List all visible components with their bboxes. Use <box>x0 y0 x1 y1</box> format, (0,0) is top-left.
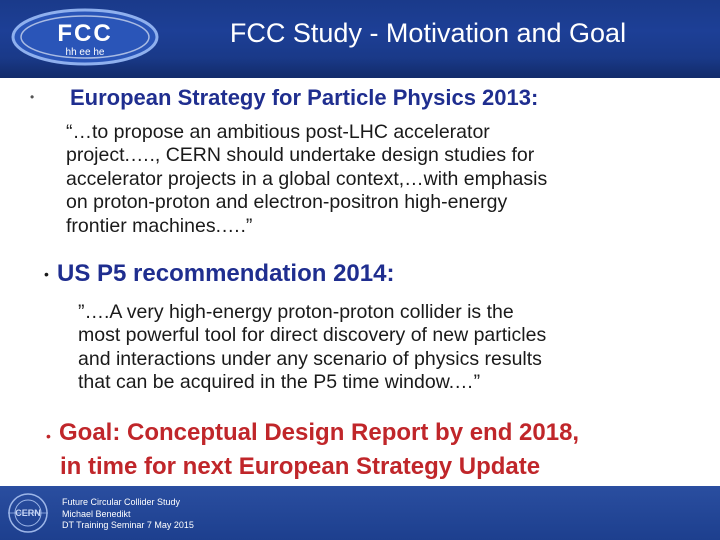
quote-line: on proton-proton and electron-positron high-energy <box>66 191 508 214</box>
bullet-3: • <box>46 428 51 444</box>
quote-line: most powerful tool for direct discovery of new particles <box>78 324 547 347</box>
footer-line: Future Circular Collider Study <box>62 497 181 507</box>
section-heading-european-strategy: European Strategy for Particle Physics 2013: <box>70 85 539 110</box>
cern-logo-text: CERN <box>15 508 41 518</box>
bullet-1: • <box>30 90 35 104</box>
section-heading-us-p5: US P5 recommendation 2014: <box>57 260 395 287</box>
quote-european-strategy <box>66 121 547 238</box>
goal-line: in time for next European Strategy Update <box>60 453 541 480</box>
goal-line: Goal: Conceptual Design Report by end 2018, <box>59 419 580 446</box>
fcc-logo-text: FCC <box>57 20 113 47</box>
slide-footer <box>0 486 720 540</box>
quote-line: frontier machines.….” <box>66 214 253 237</box>
quote-line: ”….A very high-energy proton-proton collider is the <box>78 301 514 323</box>
footer-info <box>62 497 194 532</box>
quote-line: “…to propose an ambitious post-LHC accelerator <box>66 121 490 143</box>
quote-us-p5 <box>78 301 546 395</box>
page-title: FCC Study - Motivation and Goal <box>229 18 627 48</box>
goal-statement <box>59 416 579 484</box>
quote-line: that can be acquired in the P5 time window.…” <box>78 371 481 394</box>
fcc-logo <box>10 8 160 66</box>
bullet-2: • <box>44 266 49 282</box>
footer-line: Michael Benedikt <box>62 508 131 519</box>
quote-line: project.…., CERN should undertake design studies for <box>66 144 535 167</box>
quote-line: accelerator projects in a global context,…with emphasis <box>66 167 548 190</box>
cern-logo <box>4 490 52 536</box>
fcc-logo-subtext: hh ee he <box>65 47 105 58</box>
footer-line: DT Training Seminar 7 May 2015 <box>62 520 194 530</box>
quote-line: and interactions under any scenario of physics results <box>78 347 542 370</box>
slide-header <box>0 0 720 78</box>
